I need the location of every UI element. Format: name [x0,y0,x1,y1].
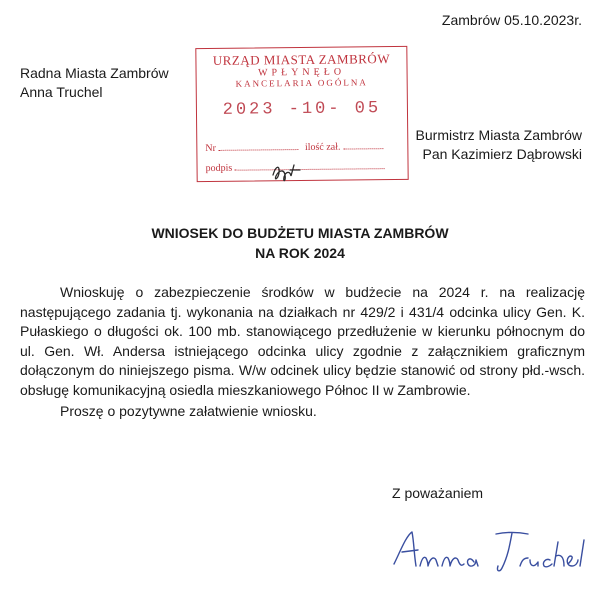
stamp-nr-label: Nr [205,142,216,155]
closing-phrase: Z poważaniem [392,485,484,501]
stamp-attachments-label: ilość zał. [304,141,341,153]
recipient-title: Burmistrz Miasta Zambrów [415,127,582,143]
recipient-name: Pan Kazimierz Dąbrowski [422,146,582,162]
recipient-block [410,126,582,164]
stamp-signature-label: podpis [205,162,233,175]
stamp-nr-row [205,139,401,154]
body-paragraph-2: Proszę o pozytywne załatwienie wniosku. [60,403,317,419]
document-title [0,223,600,263]
letter-body [20,283,585,422]
document-title-line1: WNIOSEK DO BUDŻETU MIASTA ZAMBRÓW [151,225,449,241]
stamp-attachments-dots [343,139,383,149]
stamp-department: KANCELARIA OGÓLNA [235,77,368,89]
sender-title: Radna Miasta Zambrów [20,65,169,81]
stamp-nr-dots [218,140,298,151]
stamp-signature-dots [235,159,385,171]
stamp-date: 2023 -10- 05 [222,99,382,120]
body-paragraph-1: Wnioskuję o zabezpieczenie środków w budżecie na 2024 r. na realizację następującego zadania tj. wykonania na działkach nr 429/2 i 431/4 odcinka ulicy Gen. K. Pułaskiego o długości ok. 100 mb. stanowiącego przedłużenie w kierunku północnym do ul. Gen. Wł. Andersa istniejącego odcinka ulicy zgodnie z załącznikiem graficznym dołączonym do niniejszego pisma. W/w odcinek ulicy będzie stanowić od strony płd.-wsch. obsługę komunikacyjną osiedla mieszkaniowego Północ II w Zambrowie. [20,284,585,398]
handwritten-signature-icon [388,522,588,582]
place-date: Zambrów 05.10.2023r. [441,12,582,28]
document-title-line2: NA ROK 2024 [255,245,345,261]
stamp-handwritten-initials-icon [270,161,304,185]
stamp-received: WPŁYNĘŁO [258,66,346,79]
sender-name: Anna Truchel [20,84,103,100]
stamp-office: URZĄD MIASTA ZAMBRÓW [212,51,391,68]
sender-block [20,64,169,102]
